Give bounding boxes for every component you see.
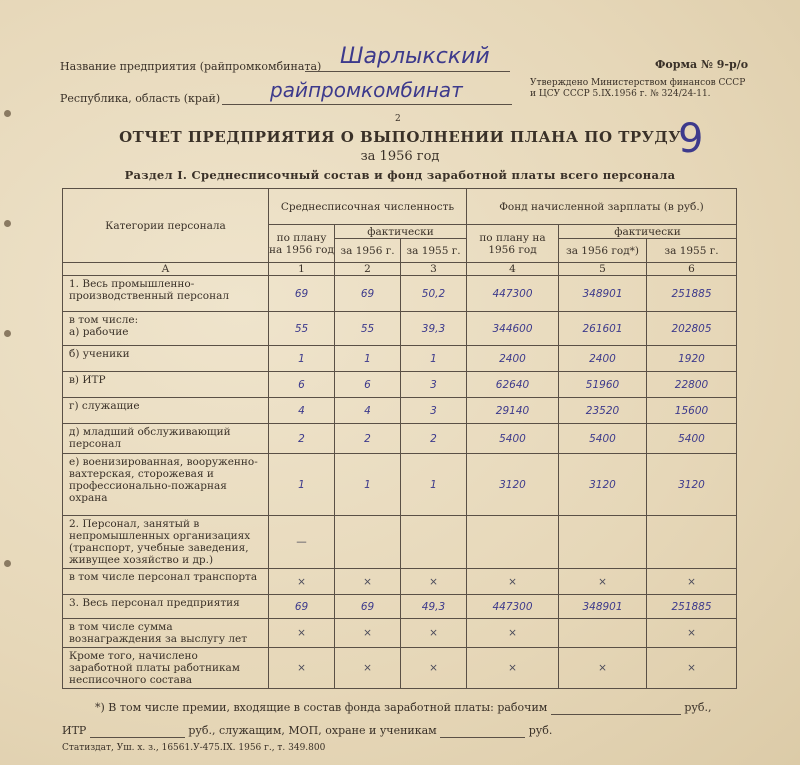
approval-line-2: и ЦСУ СССР 5.IX.1956 г. № 324/24-11.	[530, 89, 711, 99]
cell-fund-plan: 5400	[467, 424, 559, 454]
col-number: 6	[647, 263, 737, 276]
row-label: Кроме того, начислено заработной платы работникам несписочного состава	[63, 648, 269, 689]
table-row	[63, 595, 737, 619]
col-1955-fund-header: за 1955 г.	[647, 239, 737, 263]
cell-fund-1956: 23520	[559, 398, 647, 424]
enterprise-label: Название предприятия (райпромкомбината)	[60, 60, 322, 73]
premium-note-unit: руб.,	[684, 701, 712, 714]
cell-fund-plan: ×	[467, 569, 559, 595]
table-row	[63, 424, 737, 454]
cell-1956: 55	[335, 312, 401, 346]
cell-fund-1956	[559, 516, 647, 569]
cell-fund-plan: 344600	[467, 312, 559, 346]
form-number: Форма № 9-р/о	[655, 58, 749, 71]
binder-hole	[4, 220, 11, 227]
premium-note-2	[62, 724, 552, 738]
col-number: 1	[269, 263, 335, 276]
report-title: ОТЧЕТ ПРЕДПРИЯТИЯ О ВЫПОЛНЕНИИ ПЛАНА ПО ТРУДУ	[119, 128, 681, 146]
cell-1956: ×	[335, 648, 401, 689]
table-row	[63, 454, 737, 516]
cell-plan: 69	[269, 276, 335, 312]
cell-fund-1955: 1920	[647, 346, 737, 372]
cell-1955: 1	[401, 454, 467, 516]
cell-1956: 1	[335, 454, 401, 516]
cell-1955: 3	[401, 398, 467, 424]
cell-1955: 49,3	[401, 595, 467, 619]
region-label: Республика, область (край)	[60, 92, 221, 105]
table-row	[63, 648, 737, 689]
cell-fund-1955	[647, 516, 737, 569]
fund-group-header: Фонд начисленной зарплаты (в руб.)	[467, 189, 737, 225]
cell-fund-plan: 3120	[467, 454, 559, 516]
table-row	[63, 619, 737, 648]
cell-plan: 1	[269, 346, 335, 372]
cell-plan: 1	[269, 454, 335, 516]
cell-plan: 69	[269, 595, 335, 619]
row-label: б) ученики	[63, 346, 269, 372]
cell-fund-plan: ×	[467, 619, 559, 648]
cell-fund-1955: 251885	[647, 276, 737, 312]
cell-fund-plan: 62640	[467, 372, 559, 398]
table-row	[63, 516, 737, 569]
region-value: райпромкомбинат	[270, 78, 463, 102]
cell-fund-1955: ×	[647, 648, 737, 689]
table-row	[63, 398, 737, 424]
cell-fund-1956: 2400	[559, 346, 647, 372]
row-label: г) служащие	[63, 398, 269, 424]
cell-fund-1955: 202805	[647, 312, 737, 346]
col-1955-header: за 1955 г.	[401, 239, 467, 263]
row-label: в том числе персонал транспорта	[63, 569, 269, 595]
cell-1955: 3	[401, 372, 467, 398]
binder-hole	[4, 560, 11, 567]
cell-1955: ×	[401, 648, 467, 689]
col-category-header: Категории персонала	[63, 189, 269, 263]
enterprise-line	[305, 71, 510, 72]
col-number: 3	[401, 263, 467, 276]
cell-plan: —	[269, 516, 335, 569]
table-row	[63, 569, 737, 595]
cell-1956: ×	[335, 569, 401, 595]
cell-1955: ×	[401, 619, 467, 648]
report-subtitle: за 1956 год	[360, 149, 440, 164]
cell-1956: 1	[335, 346, 401, 372]
cell-fund-plan: 2400	[467, 346, 559, 372]
row-label: е) военизированная, вооруженно-вахтерская, сторожевая и профессионально-пожарная охрана	[63, 454, 269, 516]
col-plan-header: по плану на 1956 год	[269, 225, 335, 263]
cell-fund-1955: 3120	[647, 454, 737, 516]
staff-label: руб., служащим, МОП, охране и ученикам	[188, 724, 437, 737]
enterprise-value: Шарлыкский	[340, 44, 490, 69]
cell-fund-plan	[467, 516, 559, 569]
premium-workers-line	[551, 701, 681, 715]
cell-1956	[335, 516, 401, 569]
staff-line	[440, 724, 525, 738]
itr-line	[90, 724, 185, 738]
row-label: в том числе сумма вознаграждения за выслугу лет	[63, 619, 269, 648]
cell-1956: 69	[335, 276, 401, 312]
region-line	[222, 104, 512, 105]
cell-fund-1956: 348901	[559, 276, 647, 312]
table-row	[63, 346, 737, 372]
staff-unit: руб.	[528, 724, 553, 737]
row-label: 1. Весь промышленно-производственный персонал	[63, 276, 269, 312]
cell-plan: ×	[269, 619, 335, 648]
cell-1956: 6	[335, 372, 401, 398]
cell-1955: ×	[401, 569, 467, 595]
binder-hole	[4, 110, 11, 117]
row-label: д) младший обслуживающий персонал	[63, 424, 269, 454]
cell-1955: 1	[401, 346, 467, 372]
itr-label: ИТР	[62, 724, 87, 737]
premium-note	[95, 701, 711, 715]
cell-fund-1955: 5400	[647, 424, 737, 454]
cell-1956: 4	[335, 398, 401, 424]
cell-fund-plan: 447300	[467, 595, 559, 619]
cell-fund-1956: ×	[559, 569, 647, 595]
cell-1955: 39,3	[401, 312, 467, 346]
row-label: 2. Персонал, занятый в непромышленных организациях (транспорт, учебные заведения, живущее хозяйство и др.)	[63, 516, 269, 569]
row-label: 3. Весь персонал предприятия	[63, 595, 269, 619]
cell-plan: ×	[269, 648, 335, 689]
cell-fund-1956: 348901	[559, 595, 647, 619]
headcount-group-header: Среднесписочная численность	[269, 189, 467, 225]
cell-plan: 2	[269, 424, 335, 454]
cell-fund-1956: ×	[559, 648, 647, 689]
col-number: 4	[467, 263, 559, 276]
section-title: Раздел I. Среднесписочный состав и фонд заработной платы всего персонала	[124, 168, 676, 182]
cell-1955	[401, 516, 467, 569]
col-actual-header: фактически	[335, 225, 467, 239]
cell-fund-plan: 447300	[467, 276, 559, 312]
col-plan-fund-header: по плану на 1956 год	[467, 225, 559, 263]
cell-fund-plan: 29140	[467, 398, 559, 424]
cell-1955: 50,2	[401, 276, 467, 312]
cell-fund-1956	[559, 619, 647, 648]
cell-fund-1955: ×	[647, 569, 737, 595]
cell-fund-plan: ×	[467, 648, 559, 689]
cell-plan: 6	[269, 372, 335, 398]
cell-fund-1955: 22800	[647, 372, 737, 398]
table-row	[63, 372, 737, 398]
cell-plan: 55	[269, 312, 335, 346]
cell-fund-1956: 3120	[559, 454, 647, 516]
cell-1955: 2	[401, 424, 467, 454]
cell-fund-1955: 15600	[647, 398, 737, 424]
col-number: 5	[559, 263, 647, 276]
cell-fund-1956: 51960	[559, 372, 647, 398]
cell-fund-1955: ×	[647, 619, 737, 648]
cell-fund-1955: 251885	[647, 595, 737, 619]
table-row	[63, 312, 737, 346]
col-1956-fund-header: за 1956 год*)	[559, 239, 647, 263]
cell-1956: 2	[335, 424, 401, 454]
col-number: 2	[335, 263, 401, 276]
cell-plan: 4	[269, 398, 335, 424]
cell-fund-1956: 5400	[559, 424, 647, 454]
labor-plan-table	[62, 188, 737, 689]
cell-1956: 69	[335, 595, 401, 619]
margin-note: 9	[678, 116, 704, 162]
approval-line-1: Утверждено Министерством финансов СССР	[530, 78, 746, 88]
row-label: в) ИТР	[63, 372, 269, 398]
premium-note-text: *) В том числе премии, входящие в состав фонда заработной платы: рабочим	[95, 701, 548, 714]
page-mark: 2	[395, 114, 401, 124]
printer-imprint: Статиздат, Уш. х. з., 16561.У-475.IX. 1956 г., т. 349.800	[62, 743, 326, 753]
col-number: А	[63, 263, 269, 276]
table-row	[63, 276, 737, 312]
col-1956-header: за 1956 г.	[335, 239, 401, 263]
row-label: в том числе: а) рабочие	[63, 312, 269, 346]
cell-1956: ×	[335, 619, 401, 648]
cell-fund-1956: 261601	[559, 312, 647, 346]
binder-hole	[4, 330, 11, 337]
col-actual-fund-header: фактически	[559, 225, 737, 239]
cell-plan: ×	[269, 569, 335, 595]
